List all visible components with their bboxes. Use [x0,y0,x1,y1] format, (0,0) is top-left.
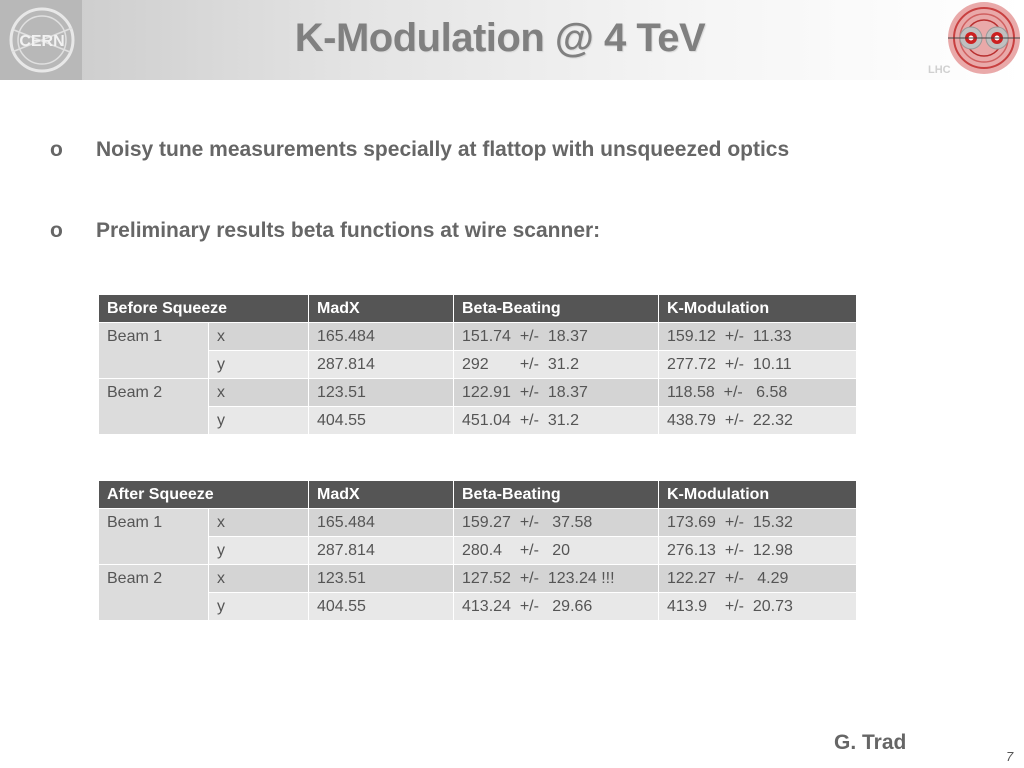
table-row [99,565,857,593]
k-modulation-cell: 118.58 +/- 6.58 [659,379,857,407]
table-row [99,509,857,537]
plane-cell: x [209,379,309,407]
beta-beating-cell: 151.74 +/- 18.37 [454,323,659,351]
header-madx: MadX [309,295,454,323]
beta-beating-cell: 292 +/- 31.2 [454,351,659,379]
header-case: After Squeeze [99,481,309,509]
beam-label: Beam 2 [99,565,209,621]
header-beta-beating: Beta-Beating [454,295,659,323]
madx-cell: 165.484 [309,509,454,537]
beam-label: Beam 1 [99,509,209,565]
header-k-modulation: K-Modulation [659,481,857,509]
k-modulation-cell: 122.27 +/- 4.29 [659,565,857,593]
k-modulation-cell: 413.9 +/- 20.73 [659,593,857,621]
plane-cell: x [209,565,309,593]
table-row [99,323,857,351]
madx-cell: 123.51 [309,565,454,593]
beta-beating-cell: 413.24 +/- 29.66 [454,593,659,621]
bullet-text: Noisy tune measurements specially at flattop with unsqueezed optics [96,138,790,161]
beam-label: Beam 2 [99,379,209,435]
table-row [99,351,857,379]
lhc-logo-label: LHC [928,64,951,76]
header-madx: MadX [309,481,454,509]
before-squeeze-table [98,294,857,435]
beta-beating-cell: 159.27 +/- 37.58 [454,509,659,537]
madx-cell: 404.55 [309,593,454,621]
table-row [99,537,857,565]
bullet-marker: o [50,219,63,242]
k-modulation-cell: 276.13 +/- 12.98 [659,537,857,565]
plane-cell: y [209,407,309,435]
table-row [99,593,857,621]
table-row [99,407,857,435]
svg-text:CERN: CERN [19,33,65,50]
k-modulation-cell: 159.12 +/- 11.33 [659,323,857,351]
beta-beating-cell: 127.52 +/- 123.24 !!! [454,565,659,593]
madx-cell: 123.51 [309,379,454,407]
after-squeeze-table [98,480,857,621]
beta-beating-cell: 280.4 +/- 20 [454,537,659,565]
page-number: 7 [1006,749,1014,764]
madx-cell: 404.55 [309,407,454,435]
plane-cell: y [209,593,309,621]
k-modulation-cell: 277.72 +/- 10.11 [659,351,857,379]
beta-beating-cell: 451.04 +/- 31.2 [454,407,659,435]
plane-cell: y [209,537,309,565]
slide-title: K-Modulation @ 4 TeV [294,16,706,60]
beam-label: Beam 1 [99,323,209,379]
k-modulation-cell: 173.69 +/- 15.32 [659,509,857,537]
beta-beating-cell: 122.91 +/- 18.37 [454,379,659,407]
table-row [99,379,857,407]
k-modulation-cell: 438.79 +/- 22.32 [659,407,857,435]
plane-cell: x [209,323,309,351]
header-case: Before Squeeze [99,295,309,323]
bullet-marker: o [50,138,63,161]
table-header-row [99,295,857,323]
header-k-modulation: K-Modulation [659,295,857,323]
author-name: G. Trad [834,731,907,754]
madx-cell: 165.484 [309,323,454,351]
bullet-text: Preliminary results beta functions at wire scanner: [96,219,601,242]
table-header-row [99,481,857,509]
madx-cell: 287.814 [309,537,454,565]
madx-cell: 287.814 [309,351,454,379]
header-beta-beating: Beta-Beating [454,481,659,509]
plane-cell: x [209,509,309,537]
plane-cell: y [209,351,309,379]
